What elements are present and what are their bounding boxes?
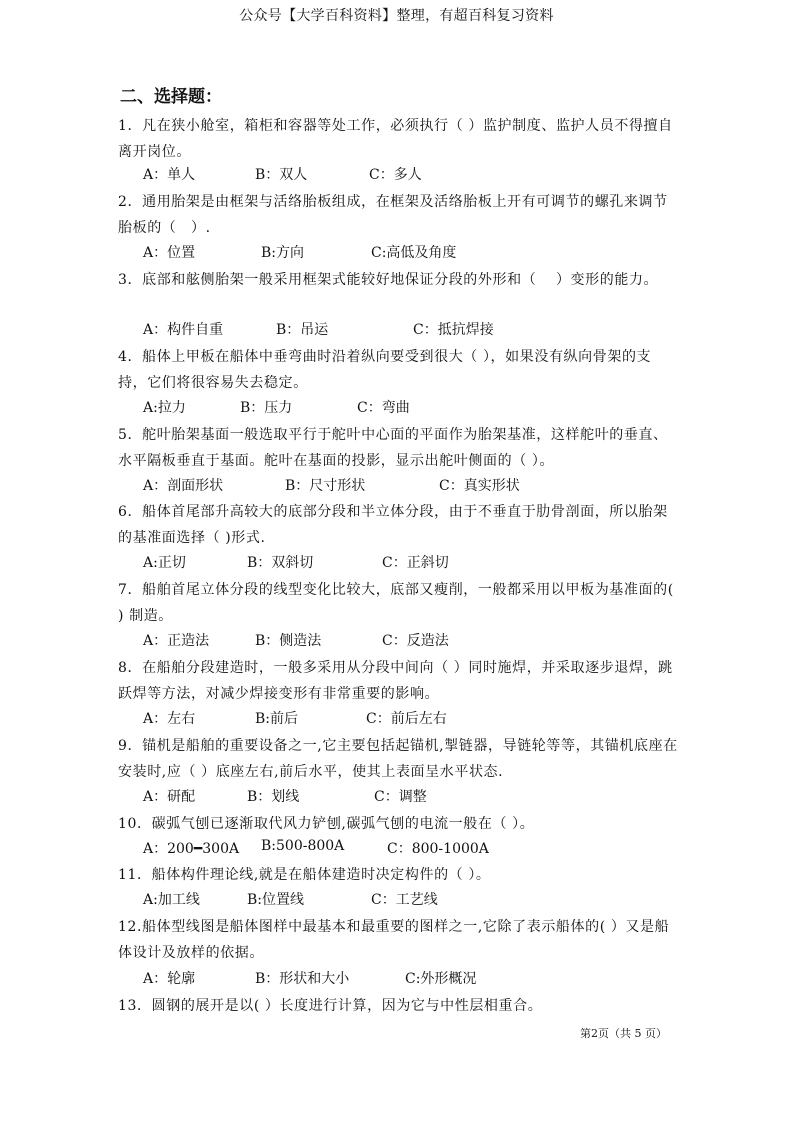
option-c: C：前后左右: [366, 711, 447, 727]
option-c: C：抵抗焊接: [413, 322, 494, 338]
option-b: B：侧造法: [255, 633, 322, 649]
option-a: A：构件自重: [143, 322, 224, 338]
option-b: B：双斜切: [247, 555, 314, 571]
option-b: B：压力: [240, 400, 293, 416]
option-b: B：尺寸形状: [285, 478, 366, 494]
page-number: 第2页（共 5 页）: [580, 1027, 667, 1040]
option-a: A：位置: [143, 245, 196, 261]
option-b: B：双人: [255, 167, 308, 183]
option-b: B：吊运: [276, 322, 329, 338]
question-11: 11．船体构件理论线,就是在船体建造时决定构件的（ ）。: [118, 867, 491, 883]
option-b: B:位置线: [247, 892, 305, 908]
option-a: A:正切: [143, 555, 186, 571]
option-a: A：研配: [143, 789, 196, 805]
option-c: C:高低及角度: [371, 245, 457, 261]
option-c: C：弯曲: [357, 400, 410, 416]
question-2: 2．通用胎架是由框架与活络胎板组成，在框架及活络胎板上开有可调节的螺孔来调节胎板的（ ）.: [118, 194, 668, 236]
question-4: 4．船体上甲板在船体中垂弯曲时沿着纵向要受到很大（ ），如果没有纵向骨架的支持，它们将很容易失去稳定。: [118, 349, 652, 391]
question-7: 7．船舶首尾立体分段的线型变化比较大，底部又瘦削，一般都采用以甲板为基准面的( ) 制造。: [118, 582, 674, 624]
question-9: 9．锚机是船舶的重要设备之一,它主要包括起锚机,掣链器，导链轮等等，其锚机底座在安装时,应（ ）底座左右,前后水平，使其上表面呈水平状态.: [118, 738, 678, 780]
option-c: C：多人: [369, 167, 422, 183]
option-b: B：形状和大小: [255, 971, 350, 987]
option-c: C：正斜切: [382, 555, 449, 571]
option-b: B：划线: [247, 789, 300, 805]
question-10: 10．碳弧气刨已逐渐取代风力铲刨,碳弧气刨的电流一般在（ ）。: [118, 816, 535, 832]
option-a: A：轮廓: [143, 971, 196, 987]
question-1: 1．凡在狭小舱室，箱柜和容器等处工作，必须执行（ ）监护制度、监护人员不得擅自离开岗位。: [118, 118, 673, 160]
question-13: 13．圆钢的展开是以( ）长度进行计算，因为它与中性层相重合。: [118, 998, 543, 1014]
question-12: 12.船体型线图是船体图样中最基本和最重要的图样之一,它除了表示船体的( ）又是船体设计及放样的依据。: [118, 919, 670, 961]
question-6: 6．船体首尾部升高较大的底部分段和半立体分段，由于不垂直于肋骨剖面，所以胎架的基准面选择（ )形式.: [118, 504, 668, 546]
option-b: B:方向: [261, 245, 305, 261]
question-8: 8．在船舶分段建造时，一般多采用从分段中间向（ ）同时施焊，并采取逐步退焊，跳跃焊等方法，对减少焊接变形有非常重要的影响。: [118, 660, 673, 702]
option-c: C：800-1000A: [387, 841, 489, 857]
option-a: A：剖面形状: [143, 478, 224, 494]
option-a: A：200━300A: [143, 841, 240, 857]
option-b: B:500-800A: [261, 838, 345, 854]
option-a: A：单人: [143, 167, 196, 183]
option-c: C：反造法: [382, 633, 449, 649]
section-title: 二、选择题：: [120, 87, 222, 107]
page-header: 公众号【大学百科资料】整理，有超百科复习资料: [239, 8, 554, 24]
option-c: C：工艺线: [371, 892, 438, 908]
question-5: 5．舵叶胎架基面一般选取平行于舵叶中心面的平面作为胎架基准，这样舵叶的垂直、水平隔板垂直于基面。舵叶在基面的投影，显示出舵叶侧面的（ ）。: [118, 427, 668, 469]
option-a: A:拉力: [143, 400, 186, 416]
option-b: B:前后: [255, 711, 299, 727]
option-a: A:加工线: [143, 892, 200, 908]
option-c: C：调整: [374, 789, 427, 805]
option-c: C:外形概况: [405, 971, 477, 987]
option-a: A：正造法: [143, 633, 210, 649]
option-a: A：左右: [143, 711, 196, 727]
option-c: C：真实形状: [439, 478, 520, 494]
question-3: 3．底部和舷侧胎架一般采用框架式能较好地保证分段的外形和（ ）变形的能力。: [118, 272, 659, 288]
